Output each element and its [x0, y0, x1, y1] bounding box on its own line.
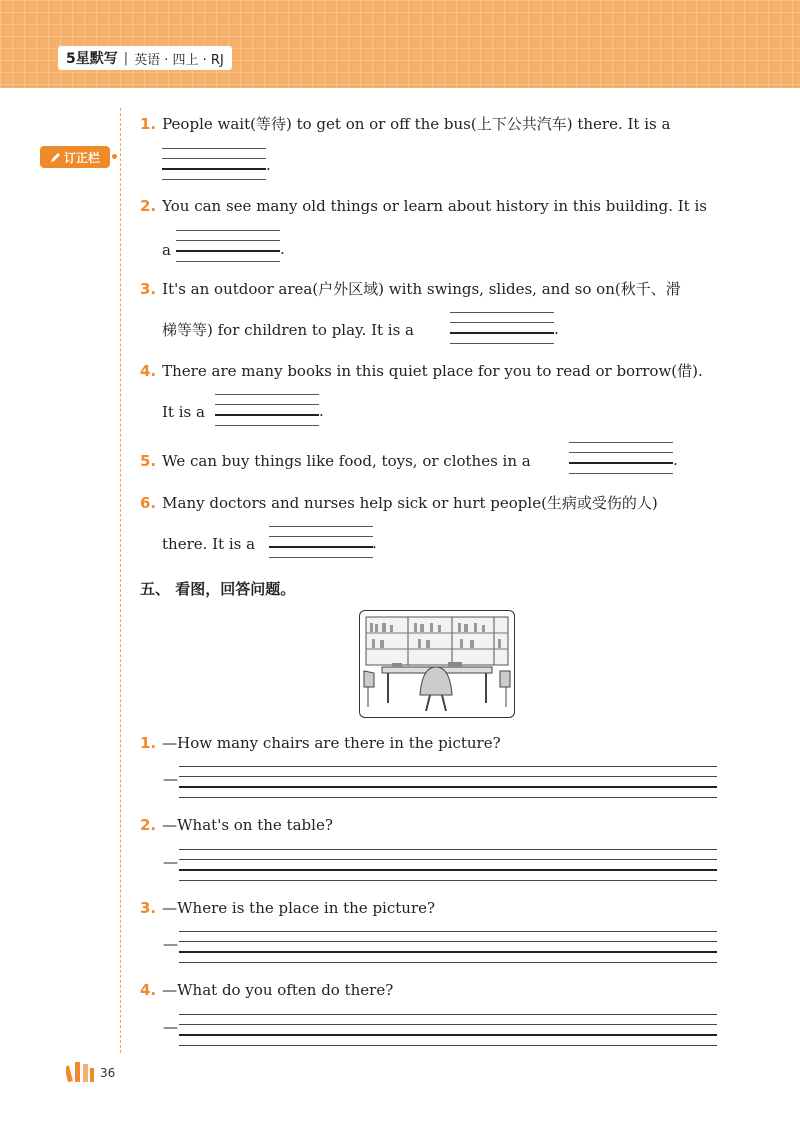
- picture-question-4: [140, 980, 393, 1000]
- answer-blank-6[interactable]: [269, 526, 373, 558]
- question-text-cont: 梯等等) for children to play. It is a: [162, 321, 414, 339]
- question-number: 2.: [140, 197, 157, 215]
- answer-lines-4[interactable]: [179, 1014, 717, 1046]
- period: .: [319, 402, 324, 420]
- answer-blank-1[interactable]: [162, 148, 266, 180]
- question-number: 2.: [140, 816, 157, 834]
- question-text: —How many chairs are there in the picture?: [162, 734, 501, 752]
- question-text: We can buy things like food, toys, or clothes in a: [162, 452, 531, 470]
- section-title: 五、 看图，回答问题。: [140, 580, 296, 598]
- period: .: [554, 320, 559, 338]
- question-text: You can see many old things or learn about history in this building. It is: [162, 197, 707, 215]
- subject-label: 英语 · 四上 · RJ: [134, 52, 224, 68]
- answer-dash: —: [163, 853, 178, 871]
- question-number: 4.: [140, 981, 157, 999]
- answer-dash: —: [163, 935, 178, 953]
- question-3: [140, 279, 681, 299]
- question-1: [140, 114, 670, 134]
- picture-question-2: [140, 815, 333, 835]
- correction-divider: [120, 108, 121, 1053]
- question-text: Many doctors and nurses help sick or hurt people(生病或受伤的人): [162, 494, 658, 512]
- question-number: 5.: [140, 452, 157, 470]
- question-4: [140, 361, 703, 381]
- answer-blank-4[interactable]: [215, 394, 319, 426]
- picture-question-1: [140, 733, 501, 753]
- answer-blank-5[interactable]: [569, 442, 673, 474]
- picture-question-3: [140, 898, 435, 918]
- answer-blank-2[interactable]: [176, 230, 280, 262]
- header-tag: [58, 46, 232, 70]
- question-text-cont: a: [162, 241, 171, 259]
- period: .: [266, 156, 271, 174]
- answer-lines-1[interactable]: [179, 766, 717, 798]
- period: .: [280, 240, 285, 258]
- question-text: There are many books in this quiet place for you to read or borrow(借).: [162, 362, 703, 380]
- question-number: 6.: [140, 494, 157, 512]
- question-number: 3.: [140, 899, 157, 917]
- question-5: [140, 451, 531, 471]
- page-number: 36: [100, 1066, 116, 1080]
- question-text-cont: there. It is a: [162, 535, 256, 553]
- question-6: [140, 493, 658, 513]
- question-text: —What do you often do there?: [162, 981, 394, 999]
- question-number: 1.: [140, 734, 157, 752]
- pencil-icon: [50, 151, 62, 163]
- period: .: [372, 534, 377, 552]
- header-separator: |: [123, 50, 129, 66]
- answer-lines-2[interactable]: [179, 849, 717, 881]
- badge-dot: [112, 154, 117, 159]
- brand-title: 5星默写: [66, 51, 118, 67]
- page-header: [0, 0, 800, 88]
- period: .: [673, 451, 678, 469]
- question-number: 3.: [140, 280, 157, 298]
- answer-dash: —: [163, 770, 178, 788]
- question-text: —What's on the table?: [162, 816, 333, 834]
- correction-label: 订正栏: [63, 150, 100, 165]
- answer-blank-3[interactable]: [450, 312, 554, 344]
- correction-badge: [40, 146, 110, 168]
- question-text: It's an outdoor area(户外区域) with swings, slides, and so on(秋千、滑: [162, 280, 681, 298]
- question-text: People wait(等待) to get on or off the bus(上下公共汽车) there. It is a: [162, 115, 671, 133]
- question-2: [140, 196, 707, 216]
- question-number: 1.: [140, 115, 157, 133]
- answer-lines-3[interactable]: [179, 931, 717, 963]
- library-illustration: [359, 610, 515, 718]
- answer-dash: —: [163, 1018, 178, 1036]
- books-icon: [66, 1060, 96, 1082]
- question-text: —Where is the place in the picture?: [162, 899, 436, 917]
- question-text-cont: It is a: [162, 403, 205, 421]
- question-number: 4.: [140, 362, 157, 380]
